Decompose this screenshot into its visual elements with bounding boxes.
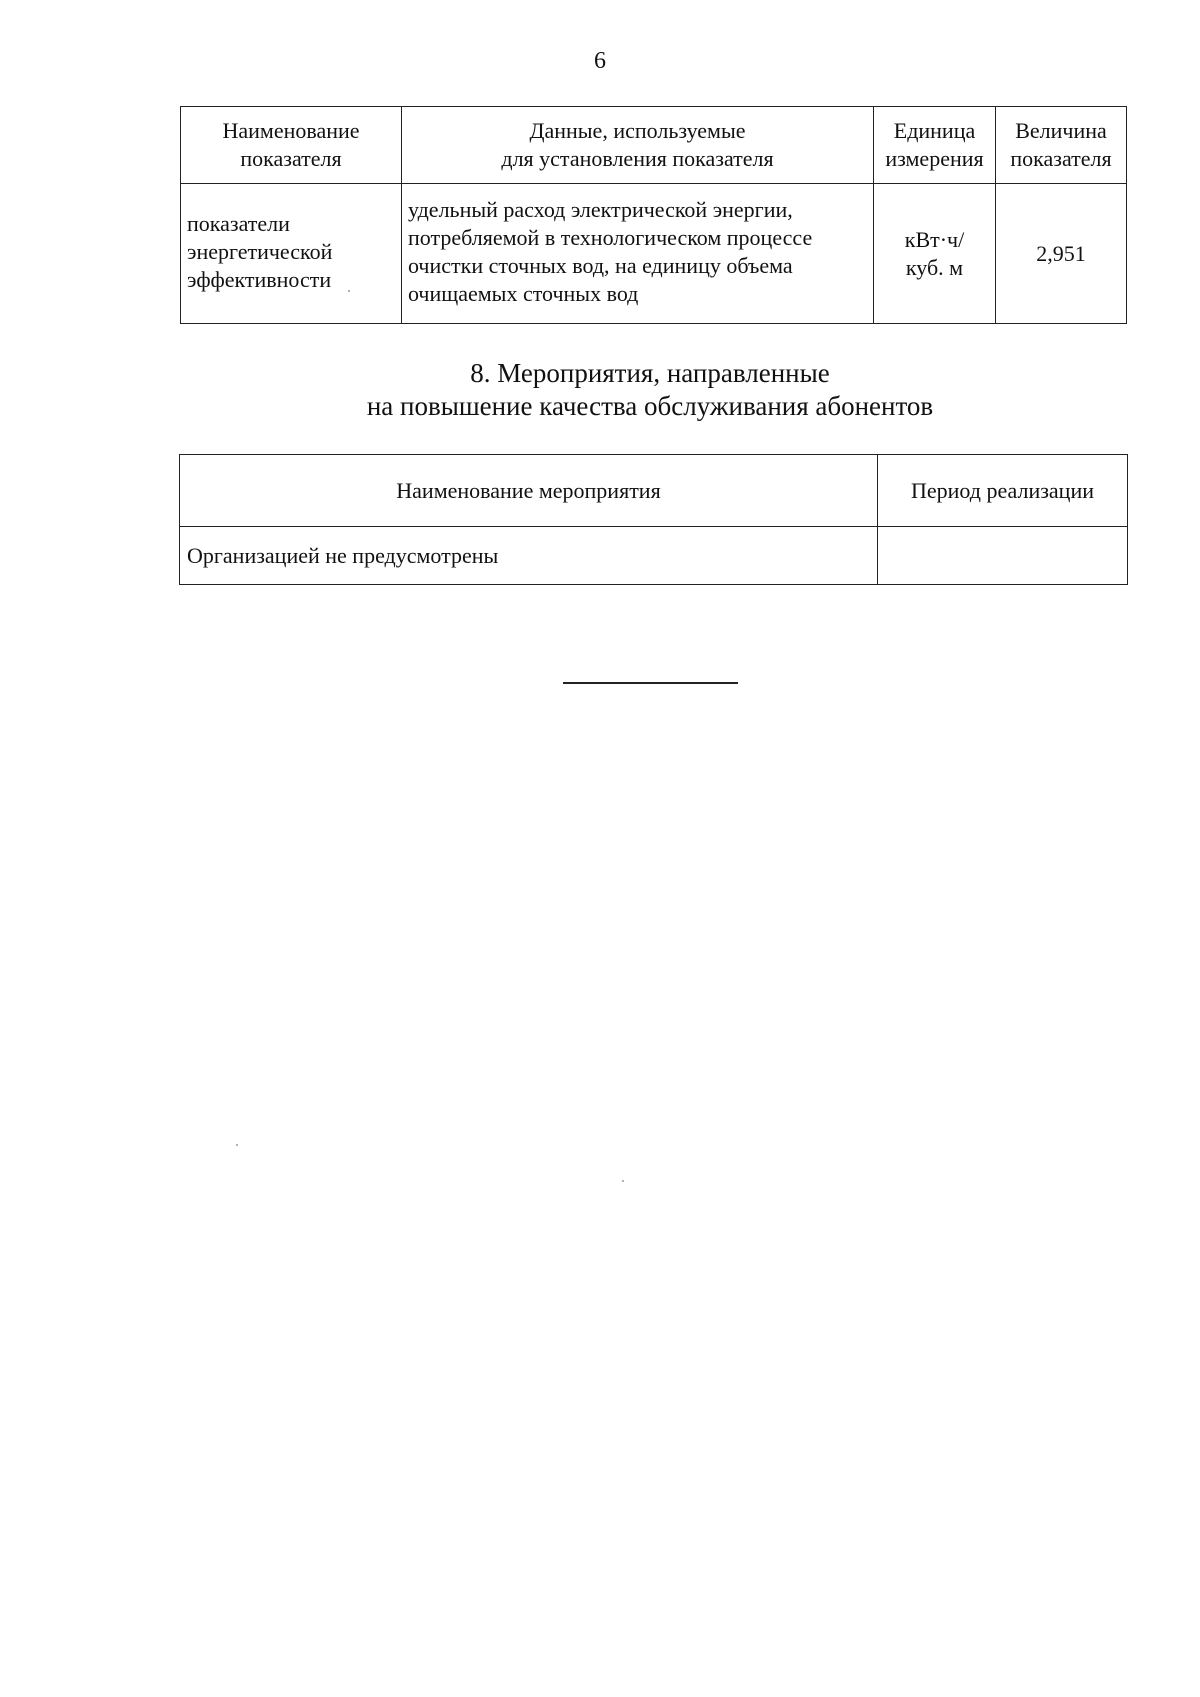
header-measure-name: Наименование мероприятия <box>180 455 878 527</box>
end-of-document-rule <box>563 682 738 684</box>
indicator-value-cell: 2,951 <box>996 184 1127 324</box>
section-title-line1: 8. Мероприятия, направленные <box>470 358 830 388</box>
scan-speck <box>622 1180 624 1182</box>
header-indicator-name: Наименование показателя <box>181 107 402 184</box>
indicator-unit-cell: кВт·ч/ куб. м <box>874 184 996 324</box>
table-row <box>180 527 1128 585</box>
indicator-name-cell: показатели энергетической эффективности <box>181 184 402 324</box>
header-period: Период реализации <box>878 455 1128 527</box>
measure-name-cell: Организацией не предусмотрены <box>180 527 878 585</box>
table-header-row <box>180 455 1128 527</box>
table-row <box>181 184 1127 324</box>
table-header-row <box>181 107 1127 184</box>
header-value: Величина показателя <box>996 107 1127 184</box>
measures-table <box>179 454 1128 585</box>
section-title-line2: на повышение качества обслуживания абонентов <box>366 391 934 421</box>
measure-period-cell <box>878 527 1128 585</box>
scan-speck <box>236 1144 238 1146</box>
indicator-data-cell: удельный расход электрической энергии, потребляемой в технологическом процессе очистки сточных вод, на единицу объема очищаемых сточных вод <box>402 184 874 324</box>
indicators-table <box>180 106 1127 324</box>
page-number: 6 <box>594 48 606 74</box>
header-data-used: Данные, используемые для установления показателя <box>402 107 874 184</box>
header-unit: Единица измерения <box>874 107 996 184</box>
section-title <box>0 357 1200 423</box>
scan-speck <box>348 290 350 292</box>
